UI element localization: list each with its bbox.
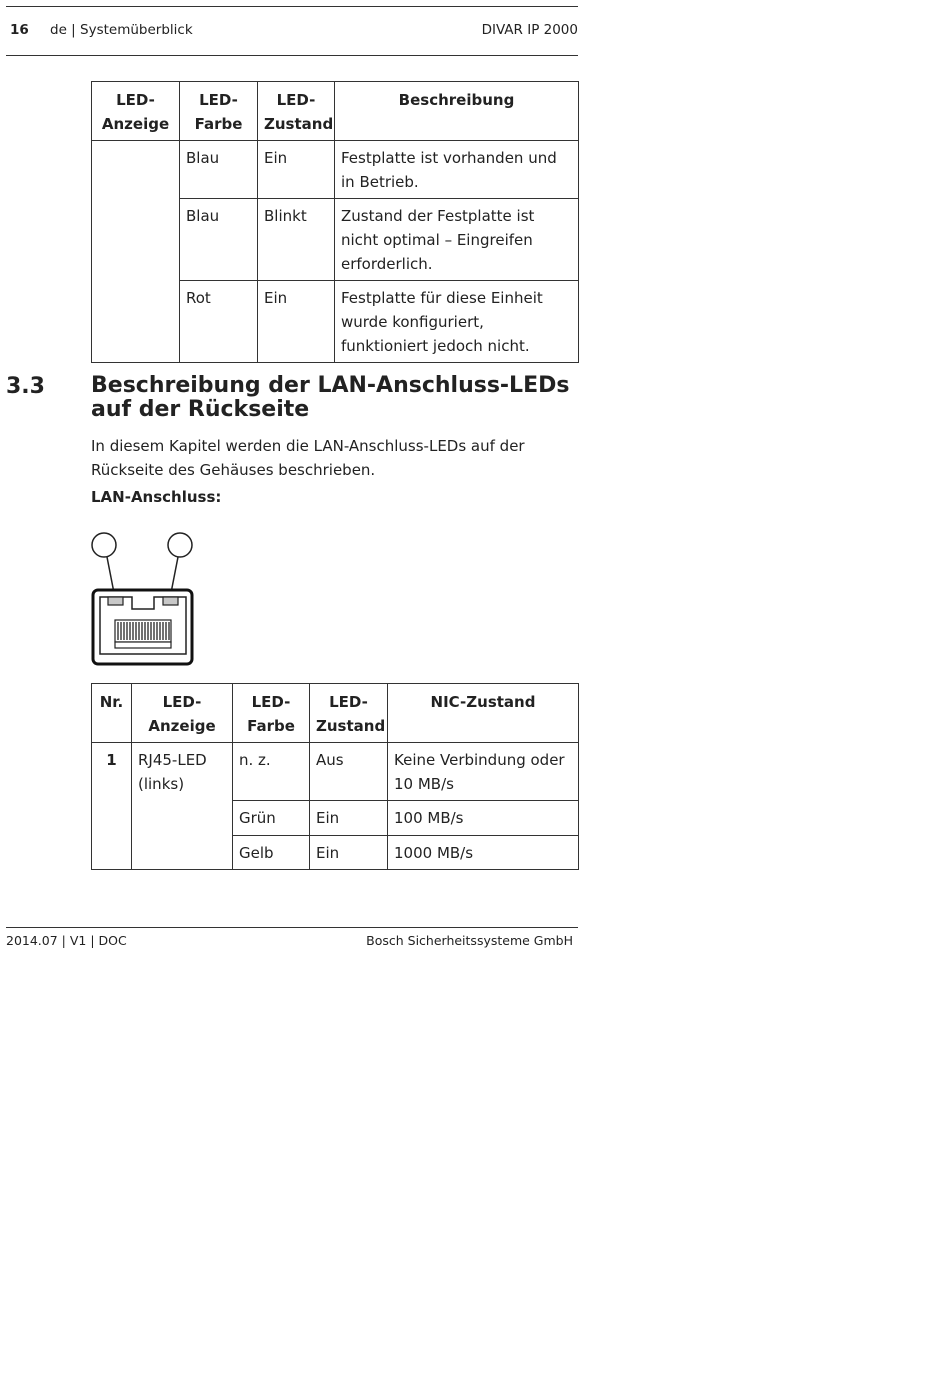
section-title: Beschreibung der LAN-Anschluss-LEDs auf der Rückseite	[91, 373, 570, 422]
farbe-cell: Gelb	[233, 836, 310, 870]
led-table	[91, 81, 579, 363]
col-header-farbe: LED-Farbe	[180, 82, 258, 141]
led-right	[163, 597, 178, 605]
nic-table	[91, 683, 579, 870]
beschreibung-cell: Zustand der Festplatte ist nicht optimal – Eingreifen erforderlich.	[335, 199, 579, 281]
farbe-cell: Blau	[180, 199, 258, 281]
pin-base	[115, 642, 171, 648]
header-bottom-rule	[6, 55, 578, 56]
zustand-cell: Ein	[258, 281, 335, 363]
col-header-anzeige: LED-Anzeige	[92, 82, 180, 141]
nic-cell: 1000 MB/s	[388, 836, 579, 870]
beschreibung-cell: Festplatte ist vorhanden und in Betrieb.	[335, 141, 579, 199]
col-header-nic: NIC-Zustand	[388, 684, 579, 743]
col-header-zustand: LED-Zustand	[258, 82, 335, 141]
section-number: 3.3	[6, 374, 45, 399]
farbe-cell: Grün	[233, 801, 310, 836]
callout-circle-left	[92, 533, 116, 557]
table-row	[92, 141, 579, 199]
col-header-beschreibung: Beschreibung	[335, 82, 579, 141]
table-header-row	[92, 684, 579, 743]
nic-cell: Keine Verbindung oder 10 MB/s	[388, 743, 579, 801]
col-header-anzeige: LED-Anzeige	[132, 684, 233, 743]
nr-cell: 1	[92, 743, 132, 870]
farbe-cell: Blau	[180, 141, 258, 199]
header-section: de | Systemüberblick	[50, 22, 193, 38]
footer-doc-info: 2014.07 | V1 | DOC	[6, 933, 127, 948]
table-header-row	[92, 82, 579, 141]
farbe-cell: Rot	[180, 281, 258, 363]
zustand-cell: Blinkt	[258, 199, 335, 281]
zustand-cell: Ein	[310, 836, 388, 870]
led-left	[108, 597, 123, 605]
anzeige-cell	[92, 141, 180, 363]
zustand-cell: Ein	[258, 141, 335, 199]
callout-circle-right	[168, 533, 192, 557]
col-header-nr: Nr.	[92, 684, 132, 743]
zustand-cell: Ein	[310, 801, 388, 836]
rj45-port-icon	[88, 530, 198, 670]
col-header-farbe: LED-Farbe	[233, 684, 310, 743]
section-paragraph: In diesem Kapitel werden die LAN-Anschluss-LEDs auf der Rückseite des Gehäuses beschrieben.	[91, 437, 525, 479]
header-product: DIVAR IP 2000	[481, 22, 578, 38]
zustand-cell: Aus	[310, 743, 388, 801]
table-row	[92, 743, 579, 801]
page-number: 16	[10, 22, 29, 38]
anzeige-cell: RJ45-LED (links)	[132, 743, 233, 870]
lan-label: LAN-Anschluss:	[91, 488, 222, 506]
footer-company: Bosch Sicherheitssysteme GmbH	[366, 933, 573, 948]
header-top-rule	[6, 6, 578, 7]
nic-cell: 100 MB/s	[388, 801, 579, 836]
footer-rule	[6, 927, 578, 928]
col-header-zustand: LED-Zustand	[310, 684, 388, 743]
beschreibung-cell: Festplatte für diese Einheit wurde konfiguriert, funktioniert jedoch nicht.	[335, 281, 579, 363]
farbe-cell: n. z.	[233, 743, 310, 801]
